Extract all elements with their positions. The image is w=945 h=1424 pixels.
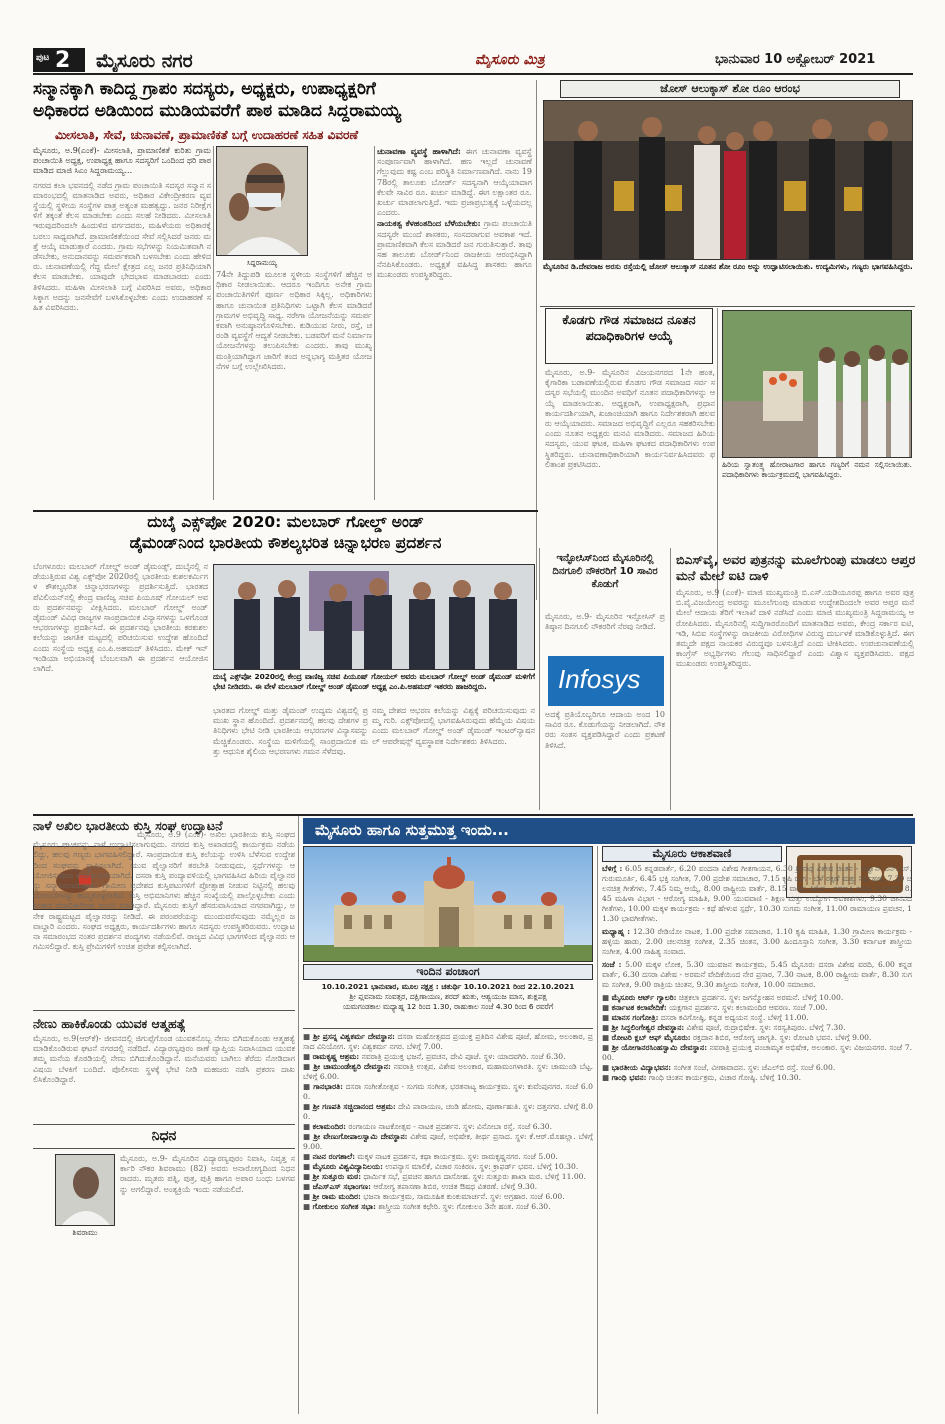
rule (33, 1010, 295, 1011)
jewellery-showroom-photo (543, 100, 913, 260)
radio-header: ಮೈಸೂರು ಆಕಾಶವಾಣಿ (602, 846, 782, 862)
issue-date: ಭಾನುವಾರ 10 ಅಕ್ಟೋಬರ್ 2021 (715, 52, 876, 67)
obituary-body: ಮೈಸೂರು, ಅ.9- ಮೈಸೂರಿನ ವಿದ್ಯಾರಣ್ಯಪುರಂ ನಿವಾಸಿ, ನಿವೃತ್ತ ಸರ್ಕಾರಿ ನೌಕರ ಶಿವರಾಮು (82) ಅವರು ಅನಾರೋಗ್ಯದಿಂದ ನಿಧನರಾದರು. ಮೃತರು ಪತ್ನಿ, ಪುತ್ರ, ಪುತ್ರಿ ಹಾಗೂ ಅಪಾರ ಬಂಧು ಬಳಗವನ್ನು ಅಗಲಿದ್ದಾರೆ. ಅಂತ್ಯಕ್ರಿಯೆ ಇಂದು ನಡೆಯಲಿದೆ. (120, 1154, 295, 1194)
rule (33, 510, 538, 512)
radio-afternoon-label: ಮಧ್ಯಾಹ್ನ : (602, 927, 631, 936)
infosys-body-2: ಅದಕ್ಕೆ ಪ್ರತಿಯೊಬ್ಬರಿಗೂ ಆದಾಯ ಅಂದ 10 ಸಾವಿರ ರೂ. ಕೊಡುಗೆಯನ್ನು ನೀಡಲಾಗಿದೆ. ನೌಕರರು ಸಂತಸ ವ್ಯಕ್ತಪಡಿಸಿದ್ದಾರೆ ಎಂದು ಪ್ರಕಟಣೆ ತಿಳಿಸಿದೆ. (545, 710, 665, 750)
panchanga-header: ಇಂದಿನ ಪಂಚಾಂಗ (303, 964, 593, 980)
infosys-logo (548, 656, 664, 706)
rule (33, 814, 913, 816)
obituary-header: ನಿಧನ (151, 1128, 177, 1144)
panchanga-rahukala: ಯಮಗಂಡಕಾಲ ಮಧ್ಯಾಹ್ನ 12 ರಿಂದ 1.30, ರಾಹುಕಾಲ ಸಂಜೆ 4.30 ರಿಂದ 6 ರವರೆಗೆ (342, 1002, 554, 1011)
infosys-logo-text: Infosys (558, 664, 641, 694)
bsy-headline: ಬಿಎಸ್‌ವೈ, ಅವರ ಪುತ್ರನನ್ನು ಮೂಲೆಗುಂಪು ಮಾಡಲು ಆಪ್ತರ ಮನೆ ಮೇಲೆ ಐಟಿ ದಾಳಿ (676, 552, 916, 583)
suicide-body: ಮೈಸೂರು, ಅ.9(ಆರ್‌ಕೆ)- ಜೀವನದಲ್ಲಿ ಜಿಗುಪ್ಸೆಗೊಂಡ ಯುವಕನೊಬ್ಬ ನೇಣು ಬಿಗಿದುಕೊಂಡು ಆತ್ಮಹತ್ಯೆ ಮಾಡಿಕೊಂಡಿರುವ ಘಟನೆ ನಗರದಲ್ಲಿ ನಡೆದಿದೆ. ವಿದ್ಯಾರಣ್ಯಪುರಂ ಠಾಣೆ ವ್ಯಾಪ್ತಿಯ ನಿವಾಸಿಯಾದ ಯುವಕ ತಮ್ಮ ಮನೆಯ ಕೊಠಡಿಯಲ್ಲಿ ನೇಣು ಬಿಗಿದುಕೊಂಡಿದ್ದಾನೆ. ಮನೆಯವರು ಬಾಗಿಲು ತೆರೆದು ನೋಡಿದಾಗ ವಿಷಯ ಬೆಳಕಿಗೆ ಬಂದಿದೆ. ಪೊಲೀಸರು ಸ್ಥಳಕ್ಕೆ ಭೇಟಿ ನೀಡಿ ಮಹಜರು ನಡೆಸಿ ಪ್ರಕರಣ ದಾಖಲಿಸಿಕೊಂಡಿದ್ದಾರೆ. (33, 1034, 295, 1084)
lead-headline (33, 80, 533, 128)
kodagu-photo (722, 310, 912, 458)
bsy-body: ಮೈಸೂರು, ಅ.9 (ಎಂಕೆ)- ಮಾಜಿ ಮುಖ್ಯಮಂತ್ರಿ ಬಿ.ಎಸ್.ಯಡಿಯೂರಪ್ಪ ಹಾಗೂ ಅವರ ಪುತ್ರ ಬಿ.ವೈ.ವಿಜಯೇಂದ್ರ ಅವರನ್ನು ಮೂಲೆಗುಂಪು ಮಾಡುವ ಉದ್ದೇಶದಿಂದಲೇ ಅವರ ಆಪ್ತರ ಮನೆ ಮೇಲೆ ಆದಾಯ ತೆರಿಗೆ ಇಲಾಖೆ ದಾಳಿ ನಡೆಸಿದೆ ಎಂದು ಮಾಜಿ ಮುಖ್ಯಮಂತ್ರಿ ಸಿದ್ದರಾಮಯ್ಯ ಆರೋಪಿಸಿದರು. ಮೈಸೂರಿನಲ್ಲಿ ಸುದ್ದಿಗಾರರೊಂದಿಗೆ ಮಾತನಾಡಿದ ಅವರು, ಕೇಂದ್ರ ಸರ್ಕಾರ ಐಟಿ, ಇಡಿ, ಸಿಬಿಐ ಸಂಸ್ಥೆಗಳನ್ನು ರಾಜಕೀಯ ವಿರೋಧಿಗಳ ವಿರುದ್ಧ ದುರ್ಬಳಕೆ ಮಾಡಿಕೊಳ್ಳುತ್ತಿದೆ. ಈಗ ತಮ್ಮದೇ ಪಕ್ಷದ ನಾಯಕರ ವಿರುದ್ಧವೂ ಬಳಸುತ್ತಿದೆ ಎಂದು ಟೀಕಿಸಿದರು. ಉಪಚುನಾವಣೆಯಲ್ಲಿ ಕಾಂಗ್ರೆಸ್ ಅಭ್ಯರ್ಥಿಗಳು ಗೆಲುವು ಸಾಧಿಸಲಿದ್ದಾರೆ ಎಂದು ವಿಶ್ವಾಸ ವ್ಯಕ್ತಪಡಿಸಿದರು. ಪಕ್ಷದ ಮುಖಂಡರು ಉಪಸ್ಥಿತರಿದ್ದರು. (676, 588, 914, 669)
rule (303, 1028, 593, 1029)
panchanga-date: 10.10.2021 ಭಾನುವಾರ, ಮೂಲ ನಕ್ಷತ್ರ : ಚತುರ್ಥಿ 10.10.2021 ರಿಂದ 22.10.2021 (321, 982, 575, 991)
radio-schedule: ಬೆಳಿಗ್ಗೆ : 6.05 ಕನ್ನಡವಾರ್ತೆ, 6.20 ವಂದನಾ ವಿಶೇಷ ಗೀತಗಾಯನ, 6.30 ಶ್ರೀನಾಥ ವಿಶೇಷ ಚಿಂತನ - ವಿದ್ವಾನ್ ಎನ್.ಎಸ್.ಗುರುಮೂರ್ತಿ, 6.45 ಭಕ್ತಿ ಸಂಗೀತ, 7.00 ಪ್ರದೇಶ ಸಮಾಚಾರ, 7.15 ಕೃಷಿ ರಂಗ - ಬೆಳೆ ರಕ್ಷಣೆ ಮತ್ತು ನಿರ್ವಹಣೆ, 7.30 ಚಲನಚಿತ್ರ ಗೀತೆಗಳು, 7.45 ನಿಮ್ಮ ಆಯ್ಕೆ, 8.00 ರಾಷ್ಟ್ರೀಯ ವಾರ್ತೆ, 8.15 ವಾರದ ವಿಶೇಷ - ನವರಾತ್ರಿ ಕುರಿತು ಸಂದರ್ಶನ, 8.45 ಮಹಿಳಾ ವಿಭಾಗ - ಆರೋಗ್ಯ ಮಾಹಿತಿ, 9.00 ಯುವವಾಣಿ - ಶಿಕ್ಷಣ ಮತ್ತು ಉದ್ಯೋಗ ಅವಕಾಶಗಳು, 9.30 ಜಾನಪದ ಗೀತೆಗಳು, 10.00 ಮಕ್ಕಳ ಕಾರ್ಯಕ್ರಮ - ಕಥೆ ಹೇಳುವ ಸ್ಪರ್ಧೆ, 10.30 ಸುಗಮ ಸಂಗೀತ, 11.00 ರಾಮಾಯಣ ಪ್ರವಚನ, 11.30 ಭಾವಗೀತೆಗಳು. ಮಧ್ಯಾಹ್ನ : 12.30 ರೇಡಿಯೋ ನಾಟಕ, 1.00 ಪ್ರದೇಶ ಸಮಾಚಾರ, 1.10 ಕೃಷಿ ಮಾಹಿತಿ, 1.30 ಗ್ರಾಮೀಣ ಕಾರ್ಯಕ್ರಮ - ಹಳ್ಳಿಯ ಹಾಡು, 2.00 ಚಲನಚಿತ್ರ ಸಂಗೀತ, 2.35 ಚಿಂತನ, 3.00 ಹಿಂದೂಸ್ತಾನಿ ಸಂಗೀತ, 3.30 ಕರ್ನಾಟಕ ಶಾಸ್ತ್ರೀಯ ಸಂಗೀತ, 4.00 ಸಾಹಿತ್ಯ ಸಂವಾದ. ಸಂಜೆ : 5.00 ಮಕ್ಕಳ ಲೋಕ, 5.30 ಯುವಜನ ಕಾರ್ಯಕ್ರಮ, 5.45 ಮೈಸೂರು ದಸರಾ ವಿಶೇಷ ವರದಿ, 6.00 ಕನ್ನಡ ವಾರ್ತೆ, 6.30 ದಸರಾ ವಿಶೇಷ - ಅರಮನೆ ವೇದಿಕೆಯಿಂದ ನೇರ ಪ್ರಸಾರ, 7.30 ನಾಟಕ, 8.00 ರಾಷ್ಟ್ರೀಯ ವಾರ್ತೆ, 8.30 ಸುಗಮ ಸಂಗೀತ, 9.00 ರಾತ್ರಿಯ ಚಿಂತನ, 9.30 ಶಾಸ್ತ್ರೀಯ ಸಂಗೀತ, 10.00 ಸಮಾಚಾರ. ■ ಮೈಸೂರು ಆರ್ಟ್ ಗ್ಯಾಲರಿ: ಚಿತ್ರಕಲಾ ಪ್ರದರ್ಶನ. ಸ್ಥಳ: ಜಗನ್ಮೋಹನ ಅರಮನೆ. ಬೆಳಿಗ್ಗೆ 10.00. ■ ಕರ್ನಾಟಕ ಕಲಾವೇದಿಕೆ: ಯಕ್ಷಗಾನ ಪ್ರದರ್ಶನ. ಸ್ಥಳ: ಕಲಾಮಂದಿರ ಆವರಣ. ಸಂಜೆ 7.00. ■ ಮಾನಸ ಗಂಗೋತ್ರಿ: ದಸರಾ ಕವಿಗೋಷ್ಠಿ, ಕನ್ನಡ ಅಧ್ಯಯನ ಸಂಸ್ಥೆ. ಬೆಳಿಗ್ಗೆ 11.00. ■ ಶ್ರೀ ಸಿದ್ಧಲಿಂಗೇಶ್ವರ ದೇವಸ್ಥಾನ: ವಿಶೇಷ ಪೂಜೆ, ರುದ್ರಾಭಿಷೇಕ. ಸ್ಥಳ: ಸರಸ್ವತಿಪುರಂ. ಬೆಳಿಗ್ಗೆ 7.30. ■ ರೋಟರಿ ಕ್ಲಬ್ ಆಫ್ ಮೈಸೂರು: ರಕ್ತದಾನ ಶಿಬಿರ, ಆರೋಗ್ಯ ಜಾಗೃತಿ. ಸ್ಥಳ: ರೋಟರಿ ಭವನ. ಬೆಳಿಗ್ಗೆ 9.00. ■ ಶ್ರೀ ಯೋಗಾನರಸಿಂಹಸ್ವಾಮಿ ದೇವಸ್ಥಾನ: ನವರಾತ್ರಿ ಪ್ರಯುಕ್ತ ಪಂಚಾಮೃತ ಅಭಿಷೇಕ, ಅಲಂಕಾರ. ಸ್ಥಳ: ವಿಜಯನಗರ. ಸಂಜೆ 7.00. ■ ಭಾರತೀಯ ವಿದ್ಯಾಭವನ: ಸಂಗೀತ ಸಂಜೆ, ವೀಣಾವಾದನ. ಸ್ಥಳ: ಜೆಎಲ್‌ಬಿ ರಸ್ತೆ. ಸಂಜೆ 6.00. ■ ಗಾಂಧಿ ಭವನ: ಗಾಂಧಿ ಚಿಂತನ ಕಾರ್ಯಕ್ರಮ, ವಿಚಾರ ಗೋಷ್ಠಿ. ಬೆಳಿಗ್ಗೆ 10.30. (602, 864, 912, 1082)
obituary-photo (55, 1154, 115, 1226)
lead-subhead: ಮೀಸಲಾತಿ, ಸೇವೆ, ಚುನಾವಣೆ, ಪ್ರಾಮಾಣಿಕತೆ ಬಗ್ಗೆ ಉದಾಹರಣೆ ಸಹಿತ ವಿವರಣೆ (55, 128, 359, 142)
rule (670, 548, 671, 810)
dubai-expo-photo (213, 564, 535, 670)
rule (298, 816, 299, 1414)
section-title: ಮೈಸೂರು ನಗರ (96, 50, 193, 72)
page-badge (33, 48, 85, 72)
page-number: 2 (55, 48, 71, 72)
rule (213, 146, 214, 500)
jewellery-header: ಜೋಸ್ ಆಲುಕ್ಕಾಸ್ ಶೋ ರೂಂ ಆರಂಭ (560, 80, 900, 98)
lead-headline-line2: ಅಧಿಕಾರದ ಅಡಿಯಿಂದ ಮುಡಿಯವರೆಗೆ ಪಾಠ ಮಾಡಿದ ಸಿದ್ದರಾಮಯ್ಯ (33, 100, 402, 121)
kodagu-body: ಮೈಸೂರು, ಅ.9- ಮೈಸೂರಿನ ವಿಜಯನಗರದ 1ನೇ ಹಂತ, ಕೈಗಾರಿಕಾ ಬಡಾವಣೆಯಲ್ಲಿರುವ ಕೊಡಗು ಗೌಡ ಸಮಾಜದ ಸರ್ವ ಸದಸ್ಯರ ಸಭೆಯಲ್ಲಿ ಮುಂದಿನ ಅವಧಿಗೆ ನೂತನ ಪದಾಧಿಕಾರಿಗಳನ್ನು ಆಯ್ಕೆ ಮಾಡಲಾಯಿತು. ಅಧ್ಯಕ್ಷರಾಗಿ, ಉಪಾಧ್ಯಕ್ಷರಾಗಿ, ಪ್ರಧಾನ ಕಾರ್ಯದರ್ಶಿಯಾಗಿ, ಖಜಾಂಚಿಯಾಗಿ ಹಾಗೂ ನಿರ್ದೇಶಕರಾಗಿ ಹಲವರು ಆಯ್ಕೆಯಾದರು. ಸಮಾಜದ ಅಭಿವೃದ್ಧಿಗೆ ಎಲ್ಲರೂ ಸಹಕರಿಸಬೇಕು ಎಂದು ನೂತನ ಅಧ್ಯಕ್ಷರು ಮನವಿ ಮಾಡಿದರು. ಸಮಾಜದ ಹಿರಿಯ ಸದಸ್ಯರು, ಯುವ ಘಟಕ, ಮಹಿಳಾ ಘಟಕದ ಪದಾಧಿಕಾರಿಗಳು ಉಪಸ್ಥಿತರಿದ್ದರು. ಚುನಾವಣಾಧಿಕಾರಿಯಾಗಿ ಕಾರ್ಯನಿರ್ವಹಿಸಿದವರು ಫಲಿತಾಂಶ ಪ್ರಕಟಿಸಿದರು. (545, 368, 715, 469)
dubai-headline-line1: ದುಬೈ ಎಕ್ಸ್‌ಪೋ 2020: ಮಲಬಾರ್ ಗೋಲ್ಡ್ ಅಂಡ್ (147, 514, 424, 531)
jewellery-caption: ಮೈಸೂರಿನ ಡಿ.ದೇವರಾಜ ಅರಸು ರಸ್ತೆಯಲ್ಲಿ ಜೋಸ್ ಆಲುಕ್ಕಾಸ್ ನೂತನ ಶೋ ರೂಂ ಅನ್ನು ಉದ್ಘಾಟಿಸಲಾಯಿತು. ಉದ್ಯಮಿಗಳು, ಗಣ್ಯರು ಭಾಗವಹಿಸಿದ್ದರು. (543, 262, 913, 271)
today-banner-text: ಮೈಸೂರು ಹಾಗೂ ಸುತ್ತಮುತ್ತ ಇಂದು... (315, 821, 509, 839)
rule (540, 306, 915, 307)
dubai-column-2: ಭಾರತದ ಗೋಲ್ಡ್ ಮತ್ತು ಡೈಮಂಡ್ ಉದ್ಯಮ ವಿಶ್ವದಲ್ಲಿ ಪ್ರಮುಖ ಸ್ಥಾನ ಹೊಂದಿದೆ. ಪ್ರದರ್ಶನದಲ್ಲಿ ಹಲವು ದೇಶಗಳ ಪ್ರತಿನಿಧಿಗಳು ಭೇಟಿ ನೀಡಿ ಭಾರತೀಯ ಆಭರಣಗಳ ವಿನ್ಯಾಸವನ್ನು ಮೆಚ್ಚಿಕೊಂಡರು. ಸಂಸ್ಥೆಯ ಮಳಿಗೆಯಲ್ಲಿ ಸಾಂಪ್ರದಾಯಿಕ ಮತ್ತು ಆಧುನಿಕ ಶೈಲಿಯ ಆಭರಣಗಳು ಗಮನ ಸೆಳೆದವು. (213, 706, 368, 756)
masthead-rule (33, 73, 913, 75)
kodagu-caption: ಹಿರಿಯ ಸ್ವಾತಂತ್ರ್ಯ ಹೋರಾಟಗಾರ ಹಾಗೂ ಗಣ್ಯರಿಗೆ ನಮನ ಸಲ್ಲಿಸಲಾಯಿತು. ಪದಾಧಿಕಾರಿಗಳು ಕಾರ್ಯಕ್ರಮದಲ್ಲಿ ಭಾಗವಹಿಸಿದ್ದರು. (722, 460, 912, 479)
delegation-illustration (214, 565, 535, 670)
wrestling-headline: ನಾಳೆ ಅಖಿಲ ಭಾರತೀಯ ಕುಸ್ತಿ ಸಂಘ ಉದ್ಘಾಟನೆ (33, 818, 223, 833)
dubai-caption: ದುಬೈ ಎಕ್ಸ್‌ಪೋ 2020ರಲ್ಲಿ ಕೇಂದ್ರ ವಾಣಿಜ್ಯ ಸಚಿವ ಪಿಯೂಷ್ ಗೋಯಲ್ ಅವರು ಮಲಬಾರ್ ಗೋಲ್ಡ್ ಅಂಡ್ ಡೈಮಂಡ್ ಮಳಿಗೆಗೆ ಭೇಟಿ ನೀಡಿದರು. ಈ ವೇಳೆ ಮಲಬಾರ್ ಗೋಲ್ಡ್ ಅಂಡ್ ಡೈಮಂಡ್ ಅಧ್ಯಕ್ಷ ಎಂ.ಪಿ.ಅಹಮದ್ ಇತರರು ಹಾಜರಿದ್ದರು. (213, 672, 535, 691)
portrait-illustration (217, 147, 308, 256)
wrestling-body: ಮೈಸೂರು, ಅ.9 (ಎಂಕೆ)- ಅಖಿಲ ಭಾರತೀಯ ಕುಸ್ತಿ ಸಂಘದ ಮೈಸೂರು ಘಟಕವನ್ನು ನಾಳೆ ಉದ್ಘಾಟಿಸಲಾಗುವುದು. ನಗರದ ಕುಸ್ತಿ ಅಖಾಡದಲ್ಲಿ ಕಾರ್ಯಕ್ರಮ ನಡೆಯಲಿದ್ದು, ಹಲವು ಗಣ್ಯರು ಭಾಗವಹಿಸಲಿದ್ದಾರೆ. ಸಾಂಪ್ರದಾಯಿಕ ಕುಸ್ತಿ ಕಲೆಯನ್ನು ಉಳಿಸಿ ಬೆಳೆಸುವ ಉದ್ದೇಶದಿಂದ ಸಂಘವನ್ನು ಸ್ಥಾಪಿಸಲಾಗಿದೆ. ಯುವ ಪೈಲ್ವಾನರಿಗೆ ತರಬೇತಿ ನೀಡುವುದು, ಸ್ಪರ್ಧೆಗಳನ್ನು ಆಯೋಜಿಸುವುದು ಸಂಘದ ಗುರಿಯಾಗಿದೆ. ದಸರಾ ಕುಸ್ತಿ ಪಂದ್ಯಾವಳಿಯಲ್ಲಿ ಭಾಗವಹಿಸಿದ ಹಿರಿಯ ಪೈಲ್ವಾನರನ್ನು ಸನ್ಮಾನಿಸಲಾಗುವುದು. ಗ್ರಾಮೀಣ ಪ್ರದೇಶದ ಕುಸ್ತಿಪಟುಗಳಿಗೆ ಪ್ರೋತ್ಸಾಹ ನೀಡುವ ನಿಟ್ಟಿನಲ್ಲಿ ಹಲವು ಯೋಜನೆಗಳನ್ನು ಹಮ್ಮಿಕೊಳ್ಳಲಾಗಿದೆ. ಕುಸ್ತಿ ಅಭಿಮಾನಿಗಳು ಹೆಚ್ಚಿನ ಸಂಖ್ಯೆಯಲ್ಲಿ ಪಾಲ್ಗೊಳ್ಳಬೇಕು ಎಂದು ಸಂಘದ ಪದಾಧಿಕಾರಿಗಳು ಮನವಿ ಮಾಡಿದ್ದಾರೆ. ಮೈಸೂರು ಕುಸ್ತಿಗೆ ಹೆಸರುವಾಸಿಯಾದ ನಗರವಾಗಿದ್ದು, ಅನೇಕ ರಾಷ್ಟ್ರಮಟ್ಟದ ಪೈಲ್ವಾನರನ್ನು ನೀಡಿದೆ. ಈ ಪರಂಪರೆಯನ್ನು ಮುಂದುವರೆಸುವುದು ನಮ್ಮೆಲ್ಲರ ಜವಾಬ್ದಾರಿ ಎಂದರು. ಸಂಘದ ಅಧ್ಯಕ್ಷರು, ಕಾರ್ಯದರ್ಶಿಗಳು ಹಾಗೂ ಸದಸ್ಯರು ಉಪಸ್ಥಿತರಿರುವರು. ಉದ್ಘಾಟನಾ ಸಮಾರಂಭದ ನಂತರ ಪ್ರದರ್ಶನ ಪಂದ್ಯಗಳು ನಡೆಯಲಿವೆ. ರಾಜ್ಯದ ವಿವಿಧ ಭಾಗಗಳಿಂದ ಪೈಲ್ವಾನರು ಆಗಮಿಸಲಿದ್ದಾರೆ. ಕುಸ್ತಿ ಪ್ರೇಮಿಗಳಿಗೆ ಉಚಿತ ಪ್ರವೇಶ ಕಲ್ಪಿಸಲಾಗಿದೆ. (33, 830, 295, 952)
lead-headline-line1: ಸನ್ಮಾನಕ್ಕಾಗಿ ಕಾದಿದ್ದ ಗ್ರಾಪಂ ಸದಸ್ಯರು, ಅಧ್ಯಕ್ಷರು, ಉಪಾಧ್ಯಕ್ಷರಿಗೆ (33, 80, 376, 99)
siddaramaiah-photo (216, 146, 308, 256)
portrait-illustration (56, 1155, 115, 1226)
panchanga-details (303, 982, 593, 1026)
rule (374, 146, 375, 500)
lead-column-2: 74ನೇ ತಿದ್ದುಪಡಿ ಮೂಲಕ ಸ್ಥಳೀಯ ಸಂಸ್ಥೆಗಳಿಗೆ ಹೆಚ್ಚಿನ ಅಧಿಕಾರ ನೀಡಲಾಯಿತು. ಆದರೂ ಇಂದಿಗೂ ಅನೇಕ ಗ್ರಾಮ ಪಂಚಾಯಿತಿಗಳಿಗೆ ಪೂರ್ಣ ಅಧಿಕಾರ ಸಿಕ್ಕಿಲ್ಲ. ಅಧಿಕಾರಿಗಳು ಹಾಗೂ ಚುನಾಯಿತ ಪ್ರತಿನಿಧಿಗಳು ಒಟ್ಟಾಗಿ ಕೆಲಸ ಮಾಡಿದರೆ ಗ್ರಾಮಗಳ ಅಭಿವೃದ್ಧಿ ಸಾಧ್ಯ. ನರೇಗಾ ಯೋಜನೆಯನ್ನು ಸಮರ್ಪಕವಾಗಿ ಅನುಷ್ಠಾನಗೊಳಿಸಬೇಕು. ಕುಡಿಯುವ ನೀರು, ರಸ್ತೆ, ಚರಂಡಿ ವ್ಯವಸ್ಥೆಗೆ ಆದ್ಯತೆ ನೀಡಬೇಕು. ಬಡವರಿಗೆ ಮನೆ ನಿರ್ಮಾಣ ಯೋಜನೆಗಳನ್ನು ತಲುಪಿಸಬೇಕು ಎಂದರು. ತಾವು ಮುಖ್ಯಮಂತ್ರಿಯಾಗಿದ್ದಾಗ ಜಾರಿಗೆ ತಂದ ಅನ್ನಭಾಗ್ಯ ಮತ್ತಿತರ ಯೋಜನೆಗಳ ಬಗ್ಗೆ ಉಲ್ಲೇಖಿಸಿದರು. (216, 270, 372, 371)
rule (597, 846, 598, 1414)
dubai-column-1: ಬೆಂಗಳೂರು: ಮಲಬಾರ್ ಗೋಲ್ಡ್ ಅಂಡ್ ಡೈಮಂಡ್ಸ್, ದುಬೈನಲ್ಲಿ ನಡೆಯುತ್ತಿರುವ ವಿಶ್ವ ಎಕ್ಸ್‌ಪೋ 2020ರಲ್ಲಿ ಭಾರತೀಯ ಕುಶಲಕರ್ಮಿಗಳ ಕೌಶಲ್ಯಭರಿತ ಚಿನ್ನಾಭರಣಗಳನ್ನು ಪ್ರದರ್ಶಿಸುತ್ತಿದೆ. ಭಾರತದ ಪೆವಿಲಿಯನ್‌ನಲ್ಲಿ ಕೇಂದ್ರ ವಾಣಿಜ್ಯ ಸಚಿವ ಪಿಯೂಷ್ ಗೋಯಲ್ ಅವರು ಪ್ರದರ್ಶನವನ್ನು ವೀಕ್ಷಿಸಿದರು. ಮಲಬಾರ್ ಗೋಲ್ಡ್ ಅಂಡ್ ಡೈಮಂಡ್ ವಿವಿಧ ರಾಜ್ಯಗಳ ಸಾಂಪ್ರದಾಯಿಕ ವಿನ್ಯಾಸಗಳನ್ನು ಒಳಗೊಂಡ ಆಭರಣಗಳನ್ನು ಪ್ರದರ್ಶಿಸಿದೆ. ಈ ಪ್ರದರ್ಶನವು ಭಾರತೀಯ ಕರಕುಶಲ ಕಲೆಯನ್ನು ಜಾಗತಿಕ ಮಟ್ಟದಲ್ಲಿ ಪರಿಚಯಿಸುವ ಉದ್ದೇಶ ಹೊಂದಿದೆ ಎಂದು ಸಂಸ್ಥೆಯ ಅಧ್ಯಕ್ಷ ಎಂ.ಪಿ.ಅಹಮದ್ ತಿಳಿಸಿದರು. ಮೇಕ್ ಇನ್ ಇಂಡಿಯಾ ಅಭಿಯಾನಕ್ಕೆ ಬೆಂಬಲವಾಗಿ ಈ ಪ್ರದರ್ಶನ ಆಯೋಜಿಸಲಾಗಿದೆ. (33, 562, 208, 674)
infosys-body: ಮೈಸೂರು, ಅ.9- ಮೈಸೂರಿನ ಇನ್ಫೋಸಿಸ್ ಪ್ರತಿಷ್ಠಾನ ದಿನಗೂಲಿ ನೌಕರರಿಗೆ ನೆರವು ನೀಡಿದೆ. (545, 612, 665, 632)
ceremony-illustration (723, 311, 912, 458)
showroom-illustration (544, 101, 913, 260)
radio-morning-label: ಬೆಳಿಗ್ಗೆ : (602, 864, 623, 873)
kodagu-headline: ಕೊಡಗು ಗೌಡ ಸಮಾಜದ ನೂತನ ಪದಾಧಿಕಾರಿಗಳ ಆಯ್ಕೆ (562, 312, 696, 343)
paper-name: ಮೈಸೂರು ಮಿತ್ರ (475, 52, 545, 68)
siddaramaiah-photo-caption: ಸಿದ್ದರಾಮಯ್ಯ (246, 259, 278, 267)
rule (539, 548, 540, 810)
suicide-headline: ನೇಣು ಹಾಕಿಕೊಂಡು ಯುವಕ ಆತ್ಮಹತ್ಯೆ (33, 1016, 186, 1031)
panchanga-year: ಶ್ರೀ ಪ್ಲವನಾಮ ಸಂವತ್ಸರ, ದಕ್ಷಿಣಾಯಣ, ಶರದ್ ಋತು, ಆಶ್ವಯುಜ ಮಾಸ, ಶುಕ್ಲಪಕ್ಷ (349, 992, 547, 1001)
rule (33, 1148, 295, 1149)
mysore-palace-photo (303, 846, 593, 962)
dubai-headline-line2: ಡೈಮಂಡ್‌ನಿಂದ ಭಾರತೀಯ ಕೌಶಲ್ಯಭರಿತ ಚಿನ್ನಾಭರಣ ಪ್ರದರ್ಶನ (129, 533, 442, 552)
infosys-headline: ಇನ್ಫೋಸಿಸ್‌ನಿಂದ ಮೈಸೂರಿನಲ್ಲಿ ದಿನಗೂಲಿ ನೌಕರರಿಗೆ 10 ಸಾವಿರ ಕೊಡುಗೆ (552, 553, 658, 590)
obituary-name: ಶಿವರಾಮು (72, 1228, 98, 1237)
page-badge-label: ಪುಟ (36, 53, 50, 63)
rule (33, 1124, 295, 1125)
kodagu-headline-box (545, 308, 713, 364)
lead-dateline: ಮೈಸೂರು, ಅ.9(ಎಂಕೆ)- ಮೀಸಲಾತಿ, ಪ್ರಾಮಾಣಿಕತೆ ಕುರಿತು ಗ್ರಾಮ ಪಂಚಾಯಿತಿ ಅಧ್ಯಕ್ಷ, ಉಪಾಧ್ಯಕ್ಷ ಹಾಗೂ ಸದಸ್ಯರಿಗೆ ಒಂದಿಂದ ಥರಿ ಪಾಠ ಮಾಡಿದ ಮಾಜಿ ಸಿಎಂ ಸಿದ್ದರಾಮಯ್ಯ... (33, 146, 211, 176)
dubai-column-3: ನಮ್ಮ ದೇಶದ ಆಭರಣ ಕಲೆಯನ್ನು ವಿಶ್ವಕ್ಕೆ ಪರಿಚಯಿಸುವುದು ನಮ್ಮ ಗುರಿ. ಎಕ್ಸ್‌ಪೋದಲ್ಲಿ ಭಾಗವಹಿಸಿರುವುದು ಹೆಮ್ಮೆಯ ವಿಷಯ ಎಂದು ಮಲಬಾರ್ ಗೋಲ್ಡ್ ಅಂಡ್ ಡೈಮಂಡ್ ಇಂಟರ್‌ನ್ಯಾಷನಲ್ ಆಪರೇಷನ್ಸ್ ವ್ಯವಸ್ಥಾಪಕ ನಿರ್ದೇಶಕರು ತಿಳಿಸಿದರು. (372, 706, 535, 746)
lead-column-1: ಮೈಸೂರು, ಅ.9(ಎಂಕೆ)- ಮೀಸಲಾತಿ, ಪ್ರಾಮಾಣಿಕತೆ ಕುರಿತು ಗ್ರಾಮ ಪಂಚಾಯಿತಿ ಅಧ್ಯಕ್ಷ, ಉಪಾಧ್ಯಕ್ಷ ಹಾಗೂ ಸದಸ್ಯರಿಗೆ ಒಂದಿಂದ ಥರಿ ಪಾಠ ಮಾಡಿದ ಮಾಜಿ ಸಿಎಂ ಸಿದ್ದರಾಮಯ್ಯ... ನಗರದ ಕಲಾ ಭವನದಲ್ಲಿ ನಡೆದ ಗ್ರಾಮ ಪಂಚಾಯಿತಿ ಸದಸ್ಯರ ಸನ್ಮಾನ ಸಮಾರಂಭದಲ್ಲಿ ಮಾತನಾಡಿದ ಅವರು, ಅಧಿಕಾರ ವಿಕೇಂದ್ರೀಕರಣ ವ್ಯವಸ್ಥೆಯಲ್ಲಿ ಸ್ಥಳೀಯ ಸಂಸ್ಥೆಗಳ ಪಾತ್ರ ಅತ್ಯಂತ ಮಹತ್ವದ್ದು. ಜನರ ನಿರೀಕ್ಷೆಗಳಿಗೆ ತಕ್ಕಂತೆ ಕೆಲಸ ಮಾಡಬೇಕು ಎಂದು ಸಲಹೆ ನೀಡಿದರು. ಮೀಸಲಾತಿ ಇರುವುದರಿಂದಲೇ ಹಿಂದುಳಿದ ವರ್ಗದವರು, ಮಹಿಳೆಯರು ಅಧಿಕಾರಕ್ಕೆ ಬರಲು ಸಾಧ್ಯವಾಗಿದೆ. ಪ್ರಾಮಾಣಿಕತೆಯಿಂದ ಸೇವೆ ಸಲ್ಲಿಸಿದರೆ ಜನರು ಮತ್ತೆ ಆಯ್ಕೆ ಮಾಡುತ್ತಾರೆ ಎಂದರು. ಗ್ರಾಮ ಸಭೆಗಳನ್ನು ನಿಯಮಿತವಾಗಿ ನಡೆಸಬೇಕು, ಅನುದಾನವನ್ನು ಸಮರ್ಪಕವಾಗಿ ಬಳಸಬೇಕು ಎಂದು ಹೇಳಿದರು. ಚುನಾವಣೆಯಲ್ಲಿ ಗೆದ್ದ ಮೇಲೆ ಕ್ಷೇತ್ರದ ಎಲ್ಲ ಜನರ ಪ್ರತಿನಿಧಿಯಾಗಿ ಕೆಲಸ ಮಾಡಬೇಕು. ಯಾವುದೇ ಭೇದಭಾವ ಮಾಡಬಾರದು ಎಂದು ತಿಳಿಸಿದರು. ಮಹಿಳಾ ಮೀಸಲಾತಿ ಬಗ್ಗೆ ವಿವರಿಸಿದ ಅವರು, ಅಧಿಕಾರ ಸಿಕ್ಕಾಗ ಅದನ್ನು ಜನಸೇವೆಗೆ ಬಳಸಿಕೊಳ್ಳಬೇಕು ಎಂದು ಉದಾಹರಣೆ ಸಹಿತ ವಿವರಿಸಿದರು. (33, 146, 211, 313)
today-banner (303, 818, 915, 844)
events-list: ■ ಶ್ರೀ ಪ್ರಸನ್ನ ವಿಶ್ವಕರ್ಮ ದೇವಸ್ಥಾನ: ದಸರಾ ಮಹೋತ್ಸವದ ಪ್ರಯುಕ್ತ ಪ್ರತಿದಿನ ವಿಶೇಷ ಪೂಜೆ, ಹೋಮ, ಅಲಂಕಾರ, ಪ್ರಸಾದ ವಿನಿಯೋಗ. ಸ್ಥಳ: ವಿಶ್ವಕರ್ಮ ನಗರ. ಬೆಳಿಗ್ಗೆ 7.00. ■ ರಾಮಕೃಷ್ಣ ಆಶ್ರಮ: ನವರಾತ್ರಿ ಪ್ರಯುಕ್ತ ಭಜನೆ, ಪ್ರವಚನ, ದೇವಿ ಪೂಜೆ. ಸ್ಥಳ: ಯಾದವಗಿರಿ. ಸಂಜೆ 6.30. ■ ಶ್ರೀ ಚಾಮುಂಡೇಶ್ವರಿ ದೇವಸ್ಥಾನ: ನವರಾತ್ರಿ ಉತ್ಸವ, ವಿಶೇಷ ಅಲಂಕಾರ, ಮಹಾಮಂಗಳಾರತಿ. ಸ್ಥಳ: ಚಾಮುಂಡಿ ಬೆಟ್ಟ. ಬೆಳಿಗ್ಗೆ 6.00. ■ ಗಾನಭಾರತಿ: ದಸರಾ ಸಂಗೀತೋತ್ಸವ - ಸುಗಮ ಸಂಗೀತ, ಭರತನಾಟ್ಯ ಕಾರ್ಯಕ್ರಮ. ಸ್ಥಳ: ಕುವೆಂಪುನಗರ. ಸಂಜೆ 6.00. ■ ಶ್ರೀ ಗಣಪತಿ ಸಚ್ಚಿದಾನಂದ ಆಶ್ರಮ: ದೇವಿ ಪಾರಾಯಣ, ಚಂಡಿ ಹೋಮ, ಪೂರ್ಣಾಹುತಿ. ಸ್ಥಳ: ದತ್ತನಗರ. ಬೆಳಿಗ್ಗೆ 8.00. ■ ಕಲಾಮಂದಿರ: ರಂಗಾಯಣ ನಾಟಕೋತ್ಸವ - ನಾಟಕ ಪ್ರದರ್ಶನ. ಸ್ಥಳ: ವಿನೋಬಾ ರಸ್ತೆ. ಸಂಜೆ 6.30. ■ ಶ್ರೀ ವೇಣುಗೋಪಾಲಸ್ವಾಮಿ ದೇವಸ್ಥಾನ: ವಿಶೇಷ ಪೂಜೆ, ಅಭಿಷೇಕ, ತೀರ್ಥ ಪ್ರಸಾದ. ಸ್ಥಳ: ಕೆ.ಆರ್.ಮೊಹಲ್ಲಾ. ಬೆಳಿಗ್ಗೆ 9.00. ■ ನಟನ ರಂಗಶಾಲೆ: ಮಕ್ಕಳ ನಾಟಕ ಪ್ರದರ್ಶನ, ಕಥಾ ಕಾರ್ಯಕ್ರಮ. ಸ್ಥಳ: ರಾಮಕೃಷ್ಣನಗರ. ಸಂಜೆ 5.00. ■ ಮೈಸೂರು ವಿಶ್ವವಿದ್ಯಾನಿಲಯ: ಉಪನ್ಯಾಸ ಮಾಲಿಕೆ, ವಿಚಾರ ಸಂಕಿರಣ. ಸ್ಥಳ: ಕ್ರಾಫರ್ಡ್ ಭವನ. ಬೆಳಿಗ್ಗೆ 10.30. ■ ಶ್ರೀ ಸುತ್ತೂರು ಮಠ: ಧಾರ್ಮಿಕ ಸಭೆ, ಪ್ರವಚನ ಹಾಗೂ ದಾಸೋಹ. ಸ್ಥಳ: ಸುತ್ತೂರು ಶಾಖಾ ಮಠ. ಬೆಳಿಗ್ಗೆ 11.00. ■ ಜೆಎಸ್‌ಎಸ್ ಸಭಾಂಗಣ: ಆರೋಗ್ಯ ತಪಾಸಣಾ ಶಿಬಿರ, ಉಚಿತ ಔಷಧ ವಿತರಣೆ. ಬೆಳಿಗ್ಗೆ 9.30. ■ ಶ್ರೀ ರಾಮ ಮಂದಿರ: ಭಜನಾ ಕಾರ್ಯಕ್ರಮ, ಸಾಮೂಹಿಕ ಕುಂಕುಮಾರ್ಚನೆ. ಸ್ಥಳ: ಅಗ್ರಹಾರ. ಸಂಜೆ 6.00. ■ ಗೋಕುಲಂ ಸಂಗೀತ ಸಭಾ: ಶಾಸ್ತ್ರೀಯ ಸಂಗೀತ ಕಛೇರಿ. ಸ್ಥಳ: ಗೋಕುಲಂ 3ನೇ ಹಂತ. ಸಂಜೆ 6.30. (303, 1032, 593, 1211)
radio-evening-label: ಸಂಜೆ : (602, 960, 622, 969)
lead-column-3: ಚುನಾವಣಾ ವ್ಯವಸ್ಥೆ ಹಾಳಾಗಿದೆ: ಈಗ ಚುನಾವಣಾ ವ್ಯವಸ್ಥೆ ಸಂಪೂರ್ಣವಾಗಿ ಹಾಳಾಗಿದೆ. ಹಣ ಇಲ್ಲದೆ ಚುನಾವಣೆ ಗೆಲ್ಲುವುದು ಕಷ್ಟ ಎಂಬ ಪರಿಸ್ಥಿತಿ ನಿರ್ಮಾಣವಾಗಿದೆ. ನಾನು 1978ರಲ್ಲಿ ತಾಲೂಕು ಬೋರ್ಡ್ ಸದಸ್ಯನಾಗಿ ಆಯ್ಕೆಯಾದಾಗ ಕೆಲವೇ ಸಾವಿರ ರೂ. ಖರ್ಚು ಮಾಡಿದ್ದೆ. ಈಗ ಲಕ್ಷಾಂತರ ರೂ. ಖರ್ಚು ಮಾಡಲಾಗುತ್ತಿದೆ. ಇದು ಪ್ರಜಾಪ್ರಭುತ್ವಕ್ಕೆ ಒಳ್ಳೆಯದಲ್ಲ ಎಂದರು. ನಾಯಕತ್ವ ಕೆಳಹಂತದಿಂದ ಬೆಳೆಯಬೇಕು: ಗ್ರಾಮ ಪಂಚಾಯಿತಿ ಸದಸ್ಯರೇ ಮುಂದೆ ಶಾಸಕರು, ಸಂಸದರಾಗುವ ಅವಕಾಶ ಇದೆ. ಪ್ರಾಮಾಣಿಕವಾಗಿ ಕೆಲಸ ಮಾಡಿದರೆ ಜನ ಗುರುತಿಸುತ್ತಾರೆ. ತಾವು ಸಹ ತಾಲೂಕು ಬೋರ್ಡ್‌ನಿಂದ ರಾಜಕೀಯ ಆರಂಭಿಸಿದ್ದಾಗಿ ನೆನಪಿಸಿಕೊಂಡರು. ಅಧ್ಯಕ್ಷತೆ ವಹಿಸಿದ್ದ ಶಾಸಕರು ಹಾಗೂ ಮುಖಂಡರು ಉಪಸ್ಥಿತರಿದ್ದರು. (377, 146, 532, 280)
masthead (0, 0, 945, 80)
palace-illustration (304, 847, 593, 962)
dubai-headline (33, 514, 538, 558)
